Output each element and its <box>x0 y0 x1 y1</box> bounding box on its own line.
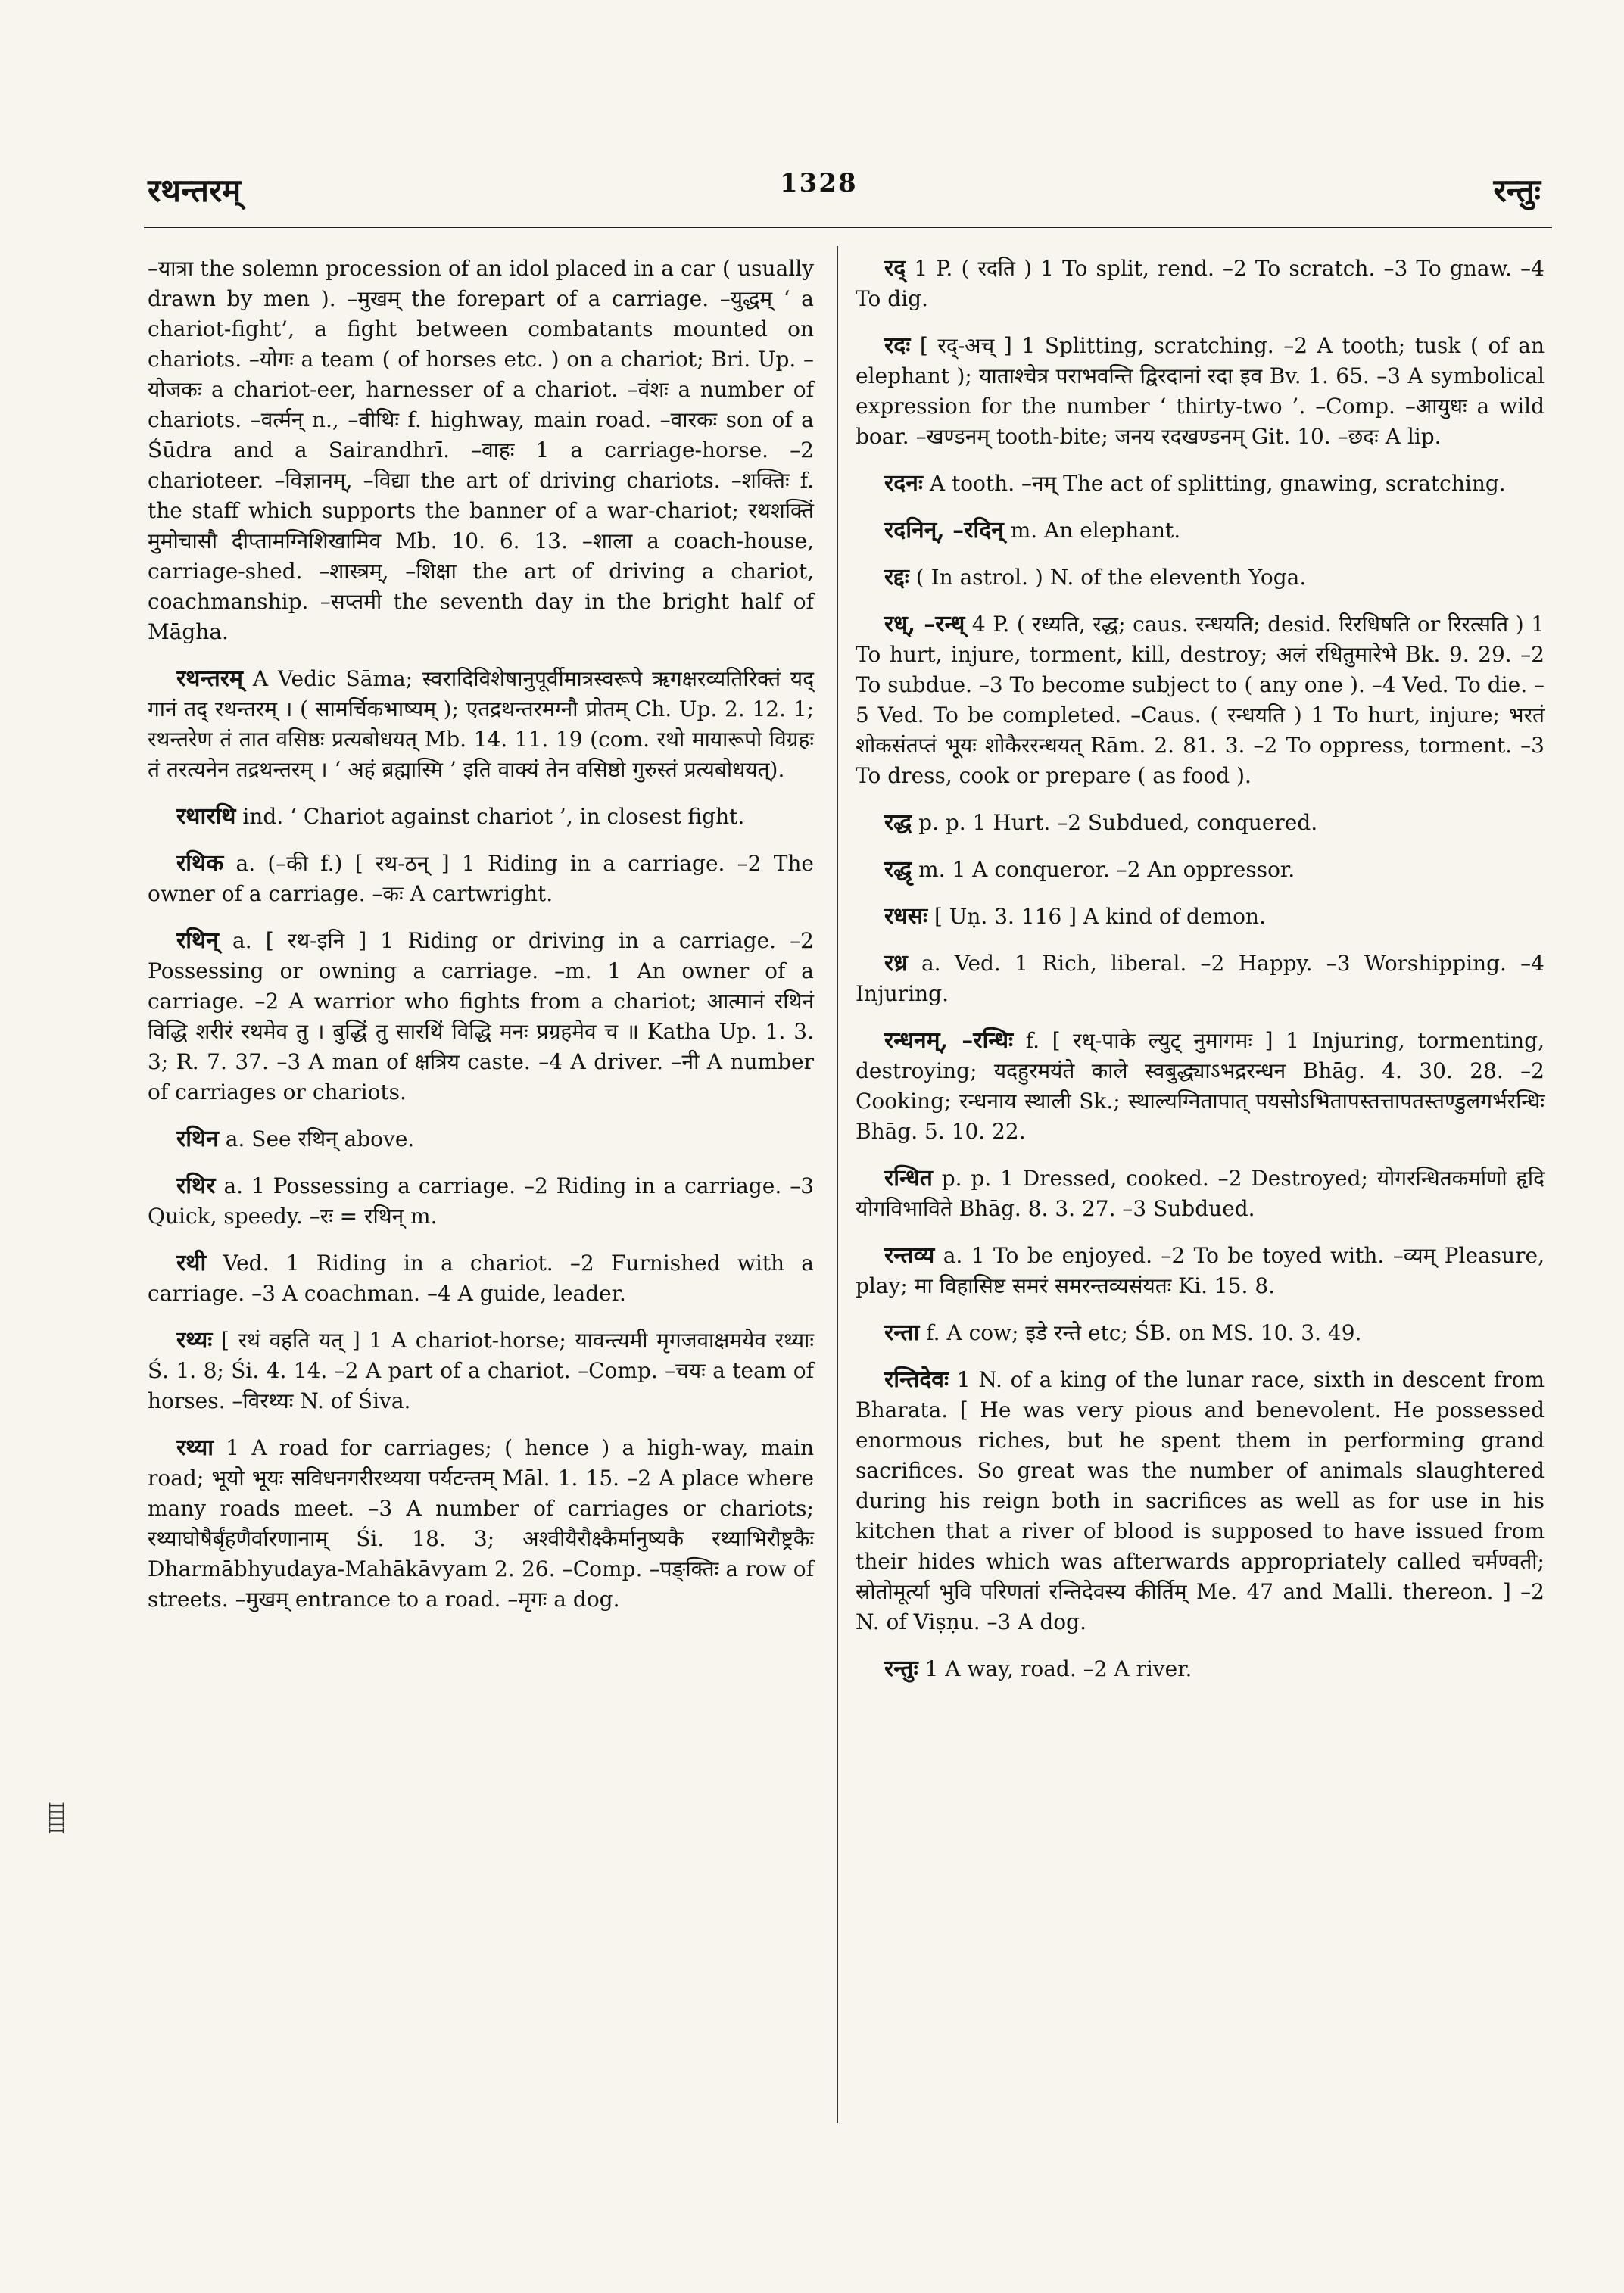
dictionary-entry <box>856 562 1545 593</box>
entry-text: a. See रथिन् above. <box>225 1126 415 1151</box>
entry-headword: रदः <box>884 332 911 359</box>
entry-headword: रध्, –रन्ध् <box>884 611 965 637</box>
dictionary-entry <box>856 1026 1545 1147</box>
entry-text: a. [ रथ-इनि ] 1 Riding or driving in a carriage. –2 Possessing or owning a carriage. –m. 1 An owner of a carriage. –2 A warrior who fights from a chariot; आत्मानं रथिनं विद्धि शरीरं रथमेव तु । बुद्धिं तु सारथिं विद्धि मनः प्रग्रहमेव च ॥ Katha Up. 1. 3. 3; R. 7. 37. –3 A man of क्षत्रिय caste. –4 A driver. –नी A number of carriages or chariots. <box>148 928 814 1104</box>
dictionary-entry <box>856 949 1545 1009</box>
dictionary-entry <box>856 1164 1545 1224</box>
entry-text: A Vedic Sāma; स्वरादिविशेषानुपूर्वीमात्रस्वरूपे ऋगक्षरव्यतिरिक्तं यद् गानं तद् रथन्तरम् । ( सामर्चिकभाष्यम् ); एतद्रथन्तरमग्नौ प्रोतम् Ch. Up. 2. 12. 1; रथन्तरेण तं तात वसिष्ठः प्रत्यबोधयत् Mb. 14. 11. 19 (com. रथो मायारूपो विग्रहः तं तरत्यनेन तद्रथन्तरम् । ‘ अहं ब्रह्मास्मि ’ इति वाक्यं तेन वसिष्ठो गुरुस्तं प्रत्यबोधयत्). <box>148 666 814 782</box>
entry-headword: रथिन <box>176 1126 219 1152</box>
entry-text: 1 A way, road. –2 A river. <box>924 1656 1192 1681</box>
entry-text: –यात्रा the solemn procession of an idol placed in a car ( usually drawn by men ). –मुखम् the forepart of a carriage. –युद्धम् ‘ a chariot-fight’, a fight between combatants mounted on chariots. –योगः a team ( of horses etc. ) on a chariot; Bri. Up. –योजकः a chariot-eer, harnesser of a chariot. –वंशः a number of chariots. –वर्त्मन् n., –वीथिः f. highway, main road. –वारकः son of a Śūdra and a Sairandhrī. –वाहः 1 a carriage-horse. –2 charioteer. –विज्ञानम्, –विद्या the art of driving chariots. –शक्तिः f. the staff which supports the banner of a war-chariot; रथशक्तिं मुमोचासौ दीप्तामग्निशिखामिव Mb. 10. 6. 13. –शाला a coach-house, carriage-shed. –शास्त्रम्, –शिक्षा the art of driving a chariot, coachmanship. –सप्तमी the seventh day in the bright half of Māgha. <box>148 256 814 644</box>
dictionary-entry <box>856 609 1545 791</box>
entry-headword: रथिर <box>176 1173 216 1199</box>
entry-headword: रथन्तरम् <box>176 665 243 692</box>
dictionary-entry <box>856 1241 1545 1301</box>
entry-headword: रद्धृ <box>884 856 912 883</box>
dictionary-entry <box>856 331 1545 452</box>
dictionary-entry <box>856 808 1545 838</box>
entry-headword: रन्तुः <box>884 1656 918 1682</box>
entry-headword: रद्दः <box>884 564 909 590</box>
entry-headword: रथिन् <box>176 927 219 954</box>
entry-headword: रद्ध <box>884 809 912 836</box>
dictionary-entry <box>856 1318 1545 1348</box>
dictionary-entry <box>856 516 1545 546</box>
dictionary-entry <box>148 849 814 909</box>
running-head-right: रन्तुः <box>1493 172 1541 209</box>
entry-text: [ रद्-अच् ] 1 Splitting, scratching. –2 A tooth; tusk ( of an elephant ); याताश्चेत्र पराभवन्ति द्विरदानां रदा इव Bv. 1. 65. –3 A symbolical expression for the number ‘ thirty-two ’. –Comp. –आयुधः a wild boar. –खण्डनम् tooth-bite; जनय रदखण्डनम् Git. 10. –छदः A lip. <box>856 333 1545 449</box>
entry-text: 1 P. ( रदति ) 1 To split, rend. –2 To scratch. –3 To gnaw. –4 To dig. <box>856 256 1545 311</box>
entry-text: a. Ved. 1 Rich, liberal. –2 Happy. –3 Worshipping. –4 Injuring. <box>856 951 1545 1006</box>
dictionary-entry <box>148 802 814 832</box>
entry-headword: रथिक <box>176 850 224 877</box>
entry-text: p. p. 1 Hurt. –2 Subdued, conquered. <box>918 810 1318 835</box>
entry-text: a. 1 To be enjoyed. –2 To be toyed with. –व्यम् Pleasure, play; मा विहासिष्ट समरं समरन्तव्यसंयतः Ki. 15. 8. <box>856 1243 1545 1298</box>
entry-headword: रदनः <box>884 470 923 497</box>
entry-headword: रध्र <box>884 950 908 977</box>
entry-headword: रन्ता <box>884 1319 920 1346</box>
left-column <box>148 254 814 1631</box>
entry-text: f. A cow; इडे रन्ते etc; ŚB. on MS. 10. 3. 49. <box>926 1320 1362 1345</box>
entry-headword: रथी <box>176 1250 207 1276</box>
entry-headword: रदनिन्, –रदिन् <box>884 517 1004 544</box>
dictionary-entry <box>148 1248 814 1309</box>
dictionary-entry <box>856 855 1545 885</box>
dictionary-entry <box>148 254 814 647</box>
dictionary-entry <box>856 469 1545 499</box>
entry-text: a. (–की f.) [ रथ-ठन् ] 1 Riding in a carriage. –2 The owner of a carriage. –कः A cartwright. <box>148 851 814 906</box>
dictionary-entry <box>148 664 814 785</box>
right-column <box>856 254 1545 1701</box>
entry-text: p. p. 1 Dressed, cooked. –2 Destroyed; योगरन्धितकर्माणो हृदि योगविभाविते Bhāg. 8. 3. 27. –3 Subdued. <box>856 1166 1545 1221</box>
entry-text: [ Uṇ. 3. 116 ] A kind of demon. <box>934 904 1266 929</box>
entry-text: ( In astrol. ) N. of the eleventh Yoga. <box>915 565 1307 590</box>
dictionary-entry <box>856 902 1545 932</box>
entry-text: ind. ‘ Chariot against chariot ’, in closest fight. <box>242 804 745 829</box>
entry-headword: रद् <box>884 255 906 282</box>
entry-text: A tooth. –नम् The act of splitting, gnawing, scratching. <box>929 471 1506 496</box>
entry-headword: रधसः <box>884 903 928 930</box>
entry-headword: रन्धित <box>884 1165 933 1192</box>
entry-text: f. [ रध्-पाके ल्युट् नुमागमः ] 1 Injuring, tormenting, destroying; यदहुरमयंते काले स्वबुद्ध्याऽभद्ररन्धन Bhāg. 4. 30. 28. –2 Cooking; रन्धनाय स्थाली Sk.; स्थाल्यग्नितापात् पयसोऽभितापस्तत्तापतस्तण्डुलगर्भरन्धिः Bhāg. 5. 10. 22. <box>856 1028 1545 1144</box>
entry-headword: रथ्या <box>176 1435 214 1461</box>
entry-text: 4 P. ( रध्यति, रद्ध; caus. रन्धयति; desid. रिरधिषति or रिरत्सति ) 1 To hurt, injure, torment, kill, destroy; अलं रधितुमारेभे Bk. 9. 29. –2 To subdue. –3 To become subject to ( any one ). –4 Ved. To die. –5 Ved. To be completed. –Caus. ( रन्धयति ) 1 To hurt, injure; भरतं शोकसंतप्तं भूयः शोकैररन्धयत् Rām. 2. 81. 3. –2 To oppress, torment. –3 To dress, cook or prepare ( as food ). <box>856 612 1545 788</box>
dictionary-entry <box>148 1124 814 1154</box>
entry-text: m. An elephant. <box>1010 518 1181 543</box>
entry-text: m. 1 A conqueror. –2 An oppressor. <box>918 857 1295 882</box>
header-rule <box>144 227 1552 229</box>
entry-text: [ रथं वहति यत् ] 1 A chariot-horse; यावन्त्यमी मृगजवाक्षमयेव रथ्याः Ś. 1. 8; Śi. 4. 14. –2 A part of a chariot. –Comp. –चयः a team of horses. –विरथ्यः N. of Śiva. <box>148 1328 814 1413</box>
entry-text: 1 A road for carriages; ( hence ) a high-way, main road; भूयो भूयः सविधनगरीरथ्यया पर्यटन्तम् Māl. 1. 15. –2 A place where many roads meet. –3 A number of carriages or chariots; रथ्याघोषैर्बृंहणैर्वारणानाम् Śi. 18. 3; अश्वीयैरौक्ष्कैर्मानुष्यकै रथ्याभिरौष्ट्रकैः Dharmābhyudaya-Mahākāvyam 2. 26. –Comp. –पङ्क्तिः a row of streets. –मुखम् entrance to a road. –मृगः a dog. <box>148 1435 814 1612</box>
dictionary-entry <box>148 926 814 1108</box>
margin-mark: IIIII <box>44 1802 67 1833</box>
column-divider <box>837 246 838 2123</box>
dictionary-entry <box>856 254 1545 314</box>
entry-headword: रथ्यः <box>176 1327 213 1354</box>
page-number: 1328 <box>780 168 858 198</box>
entry-text: 1 N. of a king of the lunar race, sixth in descent from Bharata. [ He was very pious and benevolent. He possessed enormous riches, but he spent them in performing grand sacrifices. So great was the number of animals slaughtered during his reign both in sacrifices as well as for use in his kitchen that a river of blood is supposed to have issued from their hides which was afterwards appropriately called चर्मण्वती; स्रोतोमूर्त्या भुवि परिणतां रन्तिदेवस्य कीर्तिम् Me. 47 and Malli. thereon. ] –2 N. of Viṣṇu. –3 A dog. <box>856 1367 1545 1634</box>
running-head-left: रथन्तरम् <box>148 172 242 209</box>
dictionary-entry <box>148 1171 814 1232</box>
dictionary-entry <box>856 1365 1545 1637</box>
dictionary-entry <box>856 1654 1545 1684</box>
dictionary-entry <box>148 1433 814 1615</box>
entry-headword: रन्तव्य <box>884 1242 935 1269</box>
entry-headword: रन्तिदेवः <box>884 1366 949 1393</box>
entry-headword: रन्धनम्, –रन्धिः <box>884 1027 1014 1054</box>
entry-text: Ved. 1 Riding in a chariot. –2 Furnished with a carriage. –3 A coachman. –4 A guide, leader. <box>148 1251 814 1306</box>
dictionary-entry <box>148 1326 814 1416</box>
entry-headword: रथारथि <box>176 803 236 830</box>
entry-text: a. 1 Possessing a carriage. –2 Riding in a carriage. –3 Quick, speedy. –रः = रथिन् m. <box>148 1173 815 1229</box>
